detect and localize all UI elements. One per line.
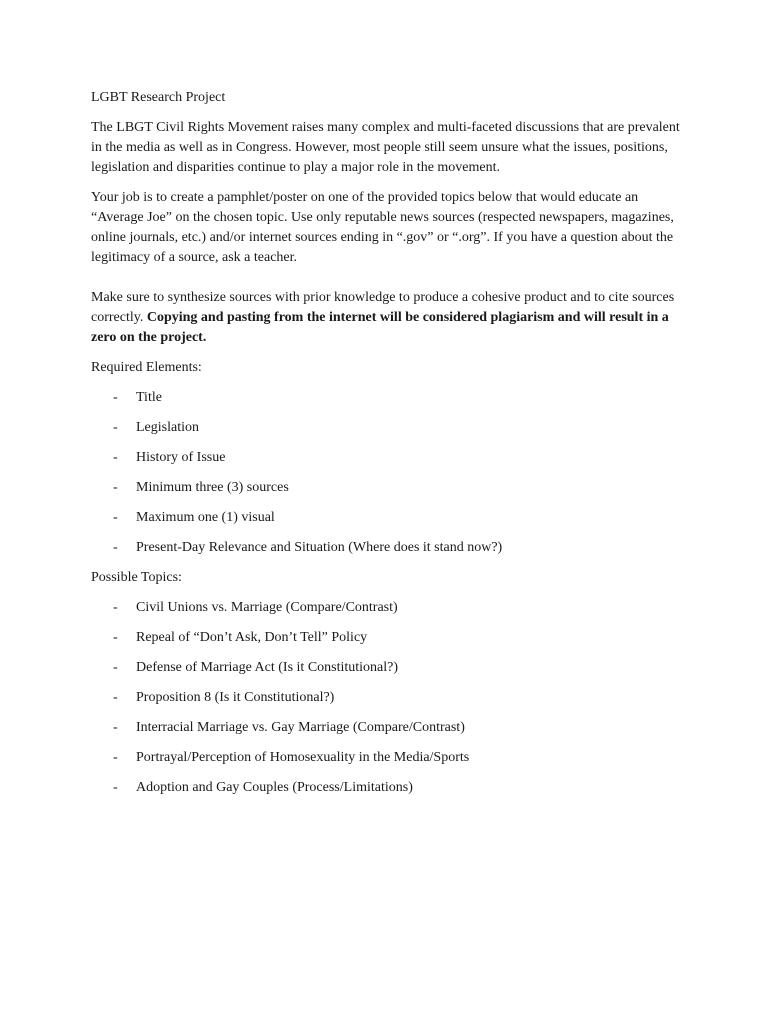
document-page (91, 88, 691, 808)
list-item (91, 628, 691, 648)
list-item (91, 658, 691, 678)
possible-topics-heading: Possible Topics: (91, 570, 182, 585)
document-title: LGBT Research Project (91, 90, 226, 105)
list-item-text: Present-Day Relevance and Situation (Where does it stand now?) (136, 540, 503, 555)
dash-marker: - (113, 480, 118, 495)
required-elements-heading: Required Elements: (91, 360, 202, 375)
dash-marker: - (113, 780, 118, 795)
instructions-paragraph: Your job is to create a pamphlet/poster on one of the provided topics below that would educate an “Average Joe” on the chosen topic. Use only reputable news sources (respected newspapers, magazines, online journals, etc.) and/or internet sources ending in “.gov” or “.org”. If you have a question about the legitimacy of a source, ask a teacher. (91, 190, 674, 265)
list-item-text: Legislation (136, 420, 199, 435)
list-item-text: History of Issue (136, 450, 226, 465)
list-item (91, 448, 691, 468)
list-item-text: Interracial Marriage vs. Gay Marriage (Compare/Contrast) (136, 720, 465, 735)
dash-marker: - (113, 450, 118, 465)
list-item (91, 718, 691, 738)
list-item (91, 388, 691, 408)
list-item-text: Minimum three (3) sources (136, 480, 289, 495)
required-elements-list (91, 388, 691, 558)
list-item (91, 598, 691, 618)
possible-topics-list (91, 598, 691, 798)
list-item (91, 508, 691, 528)
dash-marker: - (113, 510, 118, 525)
list-item-text: Portrayal/Perception of Homosexuality in the Media/Sports (136, 750, 470, 765)
list-item-text: Civil Unions vs. Marriage (Compare/Contrast) (136, 600, 398, 615)
dash-marker: - (113, 720, 118, 735)
dash-marker: - (113, 630, 118, 645)
intro-paragraph: The LBGT Civil Rights Movement raises many complex and multi-faceted discussions that are prevalent in the media as well as in Congress. However, most people still seem unsure what the issues, positions, legislation and disparities continue to play a major role in the movement. (91, 120, 680, 175)
list-item (91, 688, 691, 708)
dash-marker: - (113, 390, 118, 405)
dash-marker: - (113, 690, 118, 705)
list-item-text: Defense of Marriage Act (Is it Constitutional?) (136, 660, 399, 675)
list-item (91, 778, 691, 798)
list-item (91, 748, 691, 768)
dash-marker: - (113, 600, 118, 615)
list-item-text: Repeal of “Don’t Ask, Don’t Tell” Policy (136, 630, 368, 645)
plagiarism-paragraph (91, 288, 691, 348)
list-item-text: Title (136, 390, 162, 405)
dash-marker: - (113, 540, 118, 555)
list-item (91, 418, 691, 438)
plagiarism-text: Make sure to synthesize sources with prior knowledge to produce a cohesive product and to cite sources correctly. (91, 290, 675, 325)
dash-marker: - (113, 420, 118, 435)
dash-marker: - (113, 660, 118, 675)
dash-marker: - (113, 750, 118, 765)
list-item (91, 478, 691, 498)
list-item-text: Maximum one (1) visual (136, 510, 275, 525)
list-item (91, 538, 691, 558)
list-item-text: Proposition 8 (Is it Constitutional?) (136, 690, 335, 705)
list-item-text: Adoption and Gay Couples (Process/Limitations) (136, 780, 413, 795)
plagiarism-warning: Copying and pasting from the internet will be considered plagiarism and will result in a zero on the project. (91, 310, 669, 345)
